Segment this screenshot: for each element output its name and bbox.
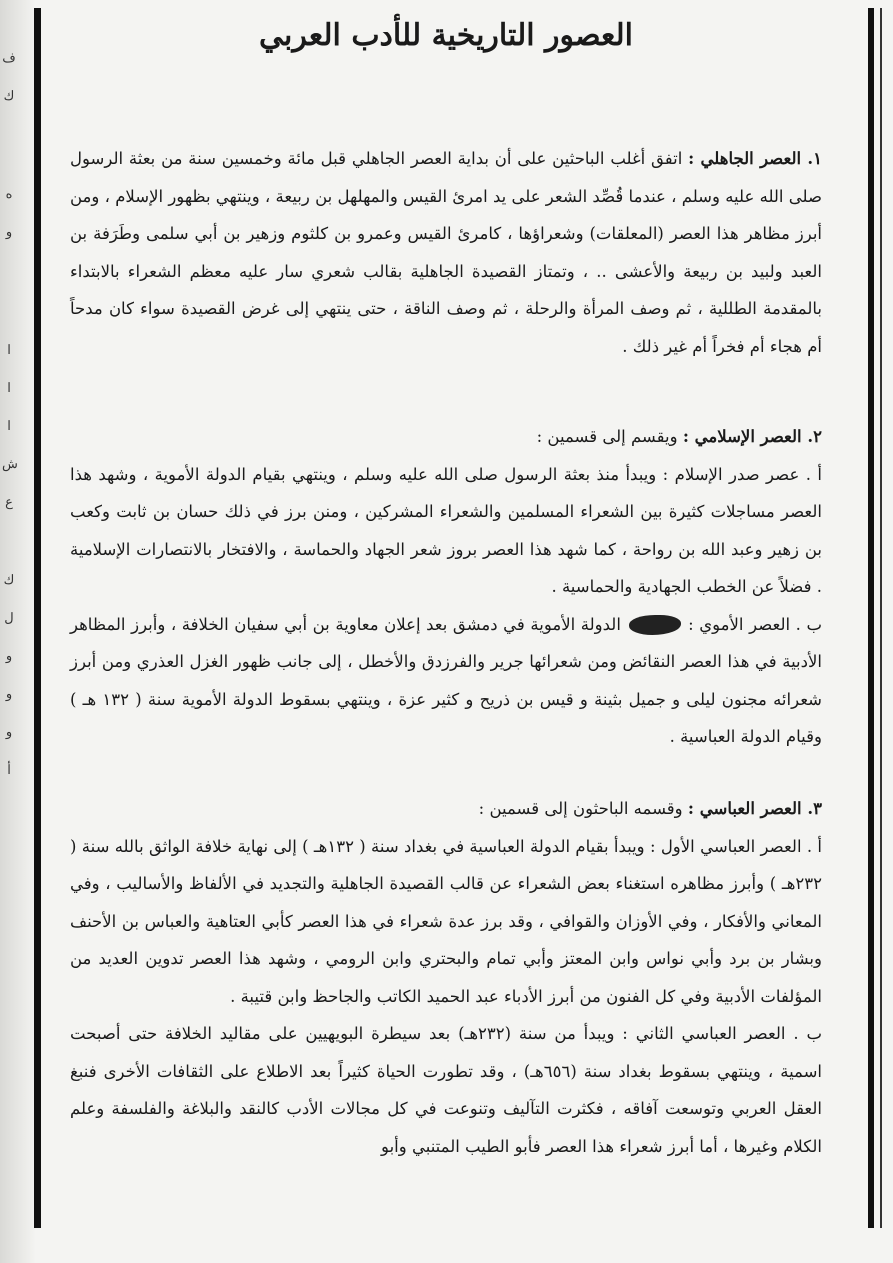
margin-char: و [5, 649, 13, 664]
paragraph-text: اتفق أغلب الباحثين على أن بداية العصر الجاهلي قبل مائة وخمسين سنة من بعثة الرسول صلى الله عليه وسلم ، عندما قُصِّد الشعر على يد امرئ القيس والمهلهل بن ربيعة ، وينتهي بظهور الإسلام ، ومن أبرز مظاهر هذا العصر (المعلقات) وشعراؤها ، كامرئ القيس وعمرو بن كلثوم وزهير بن أبي سلمى وطَرَفة بن العبد ولبيد بن ربيعة والأعشى .. ، وتمتاز القصيدة الجاهلية بقالب شعري سار عليه معظم الشعراء بالابتداء بالمقدمة الطللية ، ثم وصف المرأة والرحلة ، ثم وصف الناقة ، حتى ينتهي إلى غرض القصيدة سواء كان مدحاً أم هجاء أم فخراً أم غير ذلك . [70, 149, 822, 356]
margin-char: ع [5, 495, 13, 510]
adjacent-page-margin [2, 40, 16, 790]
section-paragraph: ب . العصر العباسي الثاني : ويبدأ من سنة (٢٣٢هـ) بعد سيطرة البويهيين على مقاليد الخلافة حتى أصبحت اسمية ، وينتهي بسقوط بغداد سنة (٦٥٦هـ) ، وقد تطورت الحياة كثيراً بعد الاطلاع على الثقافات الأخرى فنبغ العقل العربي وتوسعت آفاقه ، فكثرت التآليف وتنوعت في كل مجالات الأدب كالنقد والبلاغة والفلسفة وعلم الكلام وغيرها ، أما أبرز شعراء هذا العصر فأبو الطيب المتنبي وأبو [70, 1024, 823, 1156]
margin-char: ك [3, 89, 15, 104]
paragraph-prefix: ب . العصر الأموي : [688, 614, 823, 634]
section-heading: ٢. العصر الإسلامي : [682, 427, 822, 446]
section-intro-text: ويقسم إلى قسمين : [536, 427, 678, 446]
margin-char: ل [4, 611, 14, 626]
ink-blot [629, 615, 681, 635]
margin-char: و [5, 725, 13, 740]
section-paragraph: أ . العصر العباسي الأول : ويبدأ بقيام الدولة العباسية في بغداد سنة ( ١٣٢هـ ) إلى نهاية خلافة الواثق بالله سنة ( ٢٣٢هـ ) وأبرز مظاهره استغناء بعض الشعراء عن قالب القصيدة الجاهلية والتجديد في الألفاظ والأساليب ، وفي المعاني والأفكار ، وفي الأوزان والقوافي ، وقد برز عدة شعراء في هذا العصر كأبي العتاهية والعباس بن الأحنف وبشار بن برد وأبي نواس وابن المعتز وأبي تمام والبحتري وابن الرومي ، وشهد هذا العصر تدوين العديد من المؤلفات الأدبية وفي كل الفنون من أبرز الأدباء عبد الحميد الكاتب والجاحظ وابن قتيبة . [70, 836, 822, 1006]
margin-char: أ [7, 763, 11, 778]
section-heading: ٣. العصر العباسي : [687, 799, 822, 818]
margin-char: ك [3, 573, 15, 588]
section-paragraph [70, 606, 822, 756]
page-border-left [34, 8, 41, 1228]
section-islamic [70, 418, 822, 756]
page-border-right [868, 8, 874, 1228]
section-paragraph: أ . عصر صدر الإسلام : ويبدأ منذ بعثة الرسول صلى الله عليه وسلم ، وينتهي بقيام الدولة الأموية ، وشهد هذا العصر مساجلات كثيرة بين الشعراء المسلمين والشعراء المشركين ، ومنن برز في ذلك حسان بن ثابت وكعب بن زهير وعبد الله بن رواحة ، كما شهد هذا العصر بروز شعر الجهاد والحماسة ، والافتخار بالانتصارات الإسلامية . فضلاً عن الخطب الجهادية والحماسية . [70, 464, 822, 596]
page-title: العصور التاريخية للأدب العربي [259, 18, 633, 53]
margin-char: ا [7, 343, 11, 358]
section-intro [70, 790, 822, 828]
page-border-right-inner [880, 8, 882, 1228]
section-abbasid [70, 790, 822, 1165]
margin-char: ش [2, 457, 18, 472]
section-heading: ١. العصر الجاهلي : [688, 149, 822, 168]
margin-char: ه [5, 187, 13, 202]
section-jahili [70, 140, 822, 365]
paragraph-text: الدولة الأموية في دمشق بعد إعلان معاوية بن أبي سفيان الخلافة ، وأبرز المظاهر الأدبية في هذا العصر النقائض ومن شعرائها جرير والفرزدق والأخطل ، إلى جانب ظهور الغزل العذري ومن أبرز شعرائه مجنون ليلى و جميل بثينة و قيس بن ذريح و كثير عزة ، وينتهي بسقوط الدولة الأموية سنة ( ١٣٢ هـ ) وقيام الدولة العباسية . [70, 614, 822, 746]
margin-char: ا [7, 419, 11, 434]
section-intro-text: وقسمه الباحثون إلى قسمين : [478, 799, 683, 818]
document-page [70, 0, 822, 1263]
margin-char: و [5, 225, 13, 240]
margin-char: ا [7, 381, 11, 396]
section-intro [70, 418, 822, 456]
margin-char: و [5, 687, 13, 702]
section-paragraph [70, 140, 822, 365]
margin-char: ف [2, 51, 16, 66]
